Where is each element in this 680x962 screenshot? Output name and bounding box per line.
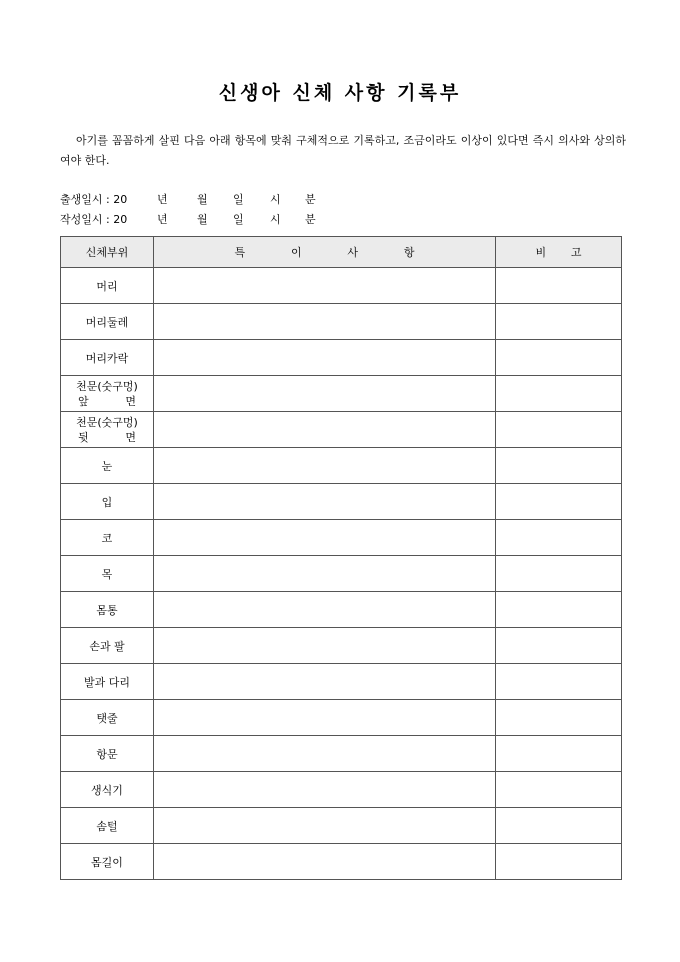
remarks-cell[interactable] (496, 484, 622, 520)
fontanelle-side-char: 면 (125, 394, 136, 408)
birth-year-label: 년 (157, 193, 168, 206)
table-row (61, 592, 622, 628)
remarks-cell[interactable] (496, 772, 622, 808)
table-row (61, 412, 622, 448)
notes-cell[interactable] (154, 340, 496, 376)
table-row (61, 556, 622, 592)
fontanelle-side-char: 면 (125, 430, 136, 444)
written-month-label: 월 (197, 213, 208, 226)
birth-datetime-label: 출생일시 : 20 (60, 193, 128, 206)
header-remarks-char: 비 (535, 246, 547, 259)
notes-cell[interactable] (154, 664, 496, 700)
fontanelle-side-char: 뒷 (78, 430, 89, 444)
body-part-torso: 몸통 (61, 592, 154, 628)
table-row (61, 340, 622, 376)
table-row (61, 448, 622, 484)
remarks-cell[interactable] (496, 520, 622, 556)
remarks-cell[interactable] (496, 412, 622, 448)
remarks-cell[interactable] (496, 808, 622, 844)
header-remarks (496, 237, 622, 268)
table-header-row (61, 237, 622, 268)
body-part-genitals: 생식기 (61, 772, 154, 808)
body-part-mouth: 입 (61, 484, 154, 520)
table-row (61, 628, 622, 664)
notes-cell[interactable] (154, 592, 496, 628)
notes-cell[interactable] (154, 412, 496, 448)
table-row (61, 268, 622, 304)
written-hour-label: 시 (270, 213, 281, 226)
remarks-cell[interactable] (496, 844, 622, 880)
notes-cell[interactable] (154, 772, 496, 808)
body-part-neck: 목 (61, 556, 154, 592)
header-remarks-char: 고 (570, 246, 582, 259)
notes-cell[interactable] (154, 700, 496, 736)
notes-cell[interactable] (154, 844, 496, 880)
birth-month-label: 월 (197, 193, 208, 206)
notes-cell[interactable] (154, 304, 496, 340)
remarks-cell[interactable] (496, 556, 622, 592)
notes-cell[interactable] (154, 376, 496, 412)
remarks-cell[interactable] (496, 268, 622, 304)
header-notes-char: 사 (347, 246, 359, 259)
notes-cell[interactable] (154, 448, 496, 484)
written-day-label: 일 (233, 213, 244, 226)
body-part-posterior-fontanelle (61, 412, 154, 448)
birth-minute-label: 분 (305, 193, 316, 206)
body-part-head: 머리 (61, 268, 154, 304)
body-part-umbilical-cord: 탯줄 (61, 700, 154, 736)
body-part-feet-legs: 발과 다리 (61, 664, 154, 700)
fontanelle-label: 천문(숫구멍) (76, 415, 138, 429)
remarks-cell[interactable] (496, 664, 622, 700)
table-row (61, 520, 622, 556)
table-row (61, 304, 622, 340)
table-row (61, 844, 622, 880)
header-notes-char: 항 (403, 246, 415, 259)
remarks-cell[interactable] (496, 448, 622, 484)
body-part-hands-arms: 손과 팔 (61, 628, 154, 664)
body-part-anus: 항문 (61, 736, 154, 772)
body-part-lanugo: 솜털 (61, 808, 154, 844)
remarks-cell[interactable] (496, 376, 622, 412)
remarks-cell[interactable] (496, 340, 622, 376)
table-row (61, 736, 622, 772)
table-row (61, 376, 622, 412)
header-notes (154, 237, 496, 268)
intro-paragraph: 아기를 꼼꼼하게 살핀 다음 아래 항목에 맞춰 구체적으로 기록하고, 조금이라도 이상이 있다면 즉시 의사와 상의하여야 한다. (60, 134, 626, 167)
page-title: 신생아 신체 사항 기록부 (218, 82, 462, 104)
fontanelle-side-char: 앞 (78, 394, 89, 408)
birth-hour-label: 시 (270, 193, 281, 206)
remarks-cell[interactable] (496, 736, 622, 772)
written-minute-label: 분 (305, 213, 316, 226)
written-year-label: 년 (157, 213, 168, 226)
notes-cell[interactable] (154, 484, 496, 520)
notes-cell[interactable] (154, 736, 496, 772)
notes-cell[interactable] (154, 808, 496, 844)
table-row (61, 664, 622, 700)
notes-cell[interactable] (154, 556, 496, 592)
table-row (61, 772, 622, 808)
notes-cell[interactable] (154, 520, 496, 556)
body-part-body-length: 몸길이 (61, 844, 154, 880)
header-notes-char: 이 (290, 246, 302, 259)
body-part-head-circumference: 머리둘레 (61, 304, 154, 340)
remarks-cell[interactable] (496, 592, 622, 628)
birth-day-label: 일 (233, 193, 244, 206)
body-part-anterior-fontanelle (61, 376, 154, 412)
body-part-eyes: 눈 (61, 448, 154, 484)
table-row (61, 700, 622, 736)
header-body-part: 신체부위 (61, 237, 154, 268)
remarks-cell[interactable] (496, 628, 622, 664)
written-datetime-label: 작성일시 : 20 (60, 213, 128, 226)
notes-cell[interactable] (154, 628, 496, 664)
remarks-cell[interactable] (496, 304, 622, 340)
body-part-hair: 머리카락 (61, 340, 154, 376)
table-row (61, 808, 622, 844)
table-row (61, 484, 622, 520)
body-part-nose: 코 (61, 520, 154, 556)
fontanelle-label: 천문(숫구멍) (76, 379, 138, 393)
header-notes-char: 특 (234, 246, 246, 259)
notes-cell[interactable] (154, 268, 496, 304)
body-record-table (60, 236, 622, 880)
remarks-cell[interactable] (496, 700, 622, 736)
